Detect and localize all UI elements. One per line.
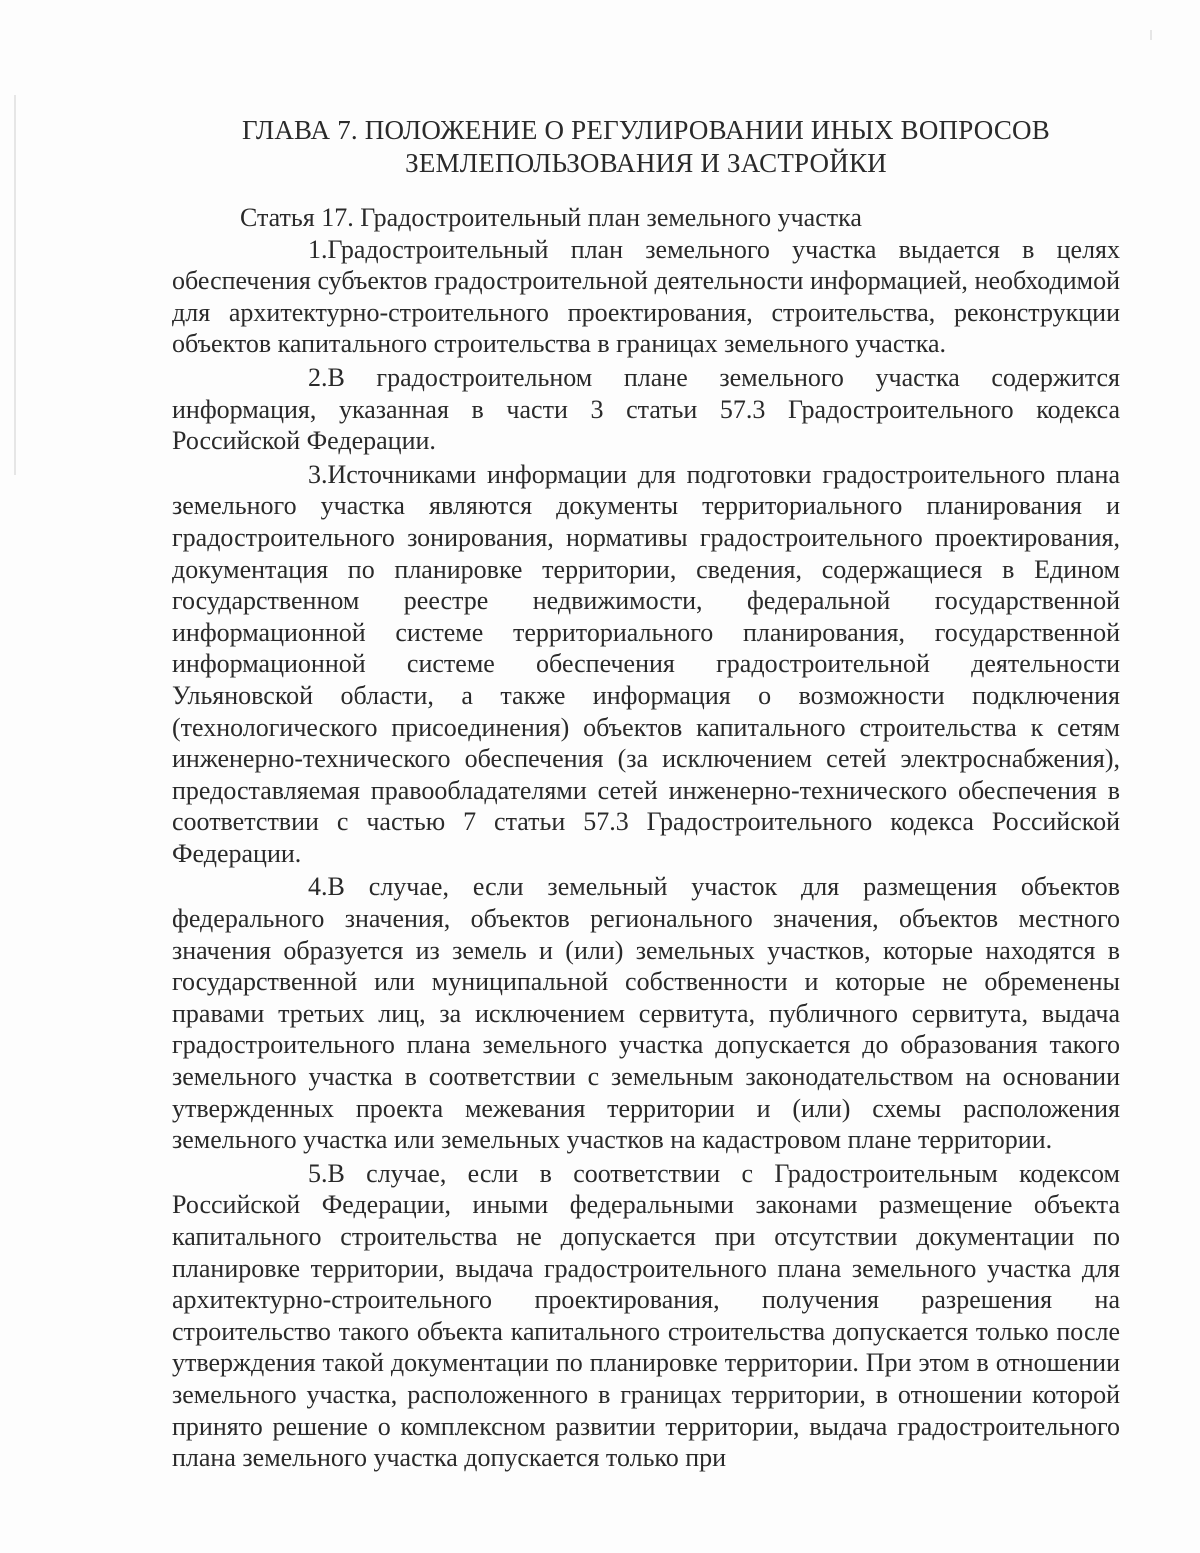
paragraph-number: 1. (308, 234, 328, 264)
paragraph-2 (172, 362, 1120, 457)
paragraph-text: В градостроительном плане земельного участка содержится информация, указанная в части 3 статьи 57.3 Градостроительного кодекса Российской Федерации. (172, 362, 1120, 456)
paragraph-1 (172, 234, 1120, 360)
chapter-title-line-2: ЗЕМЛЕПОЛЬЗОВАНИЯ И ЗАСТРОЙКИ (405, 148, 887, 178)
paragraph-5 (172, 1158, 1120, 1474)
paragraph-text: Источниками информации для подготовки градостроительного плана земельного участка являются документы территориального планирования и градостроительного зонирования, нормативы градостроительного проектирования, документация по планировке территории, сведения, содержащиеся в Едином государственном реестре недвижимости, федеральной государственной информационной системе территориального планирования, государственной информационной системе обеспечения градостроительной деятельности Ульяновской области, а также информация о возможности подключения (технологического присоединения) объектов капитального строительства к сетям инженерно-технического обеспечения (за исключением сетей электроснабжения), предоставляемая правообладателями сетей инженерно-технического обеспечения в соответствии с частью 7 статьи 57.3 Градостроительного кодекса Российской Федерации. (172, 459, 1120, 868)
paragraph-text: В случае, если в соответствии с Градостроительным кодексом Российской Федерации, иными федеральными законами размещение объекта капитального строительства не допускается при отсутствии документации по планировке территории, выдача градостроительного плана земельного участка для архитектурно-строительного проектирования, получения разрешения на строительство такого объекта капитального строительства допускается только после утверждения такой документации по планировке территории. При этом в отношении земельного участка, расположенного в границах территории, в отношении которой принято решение о комплексном развитии территории, выдача градостроительного плана земельного участка допускается только при (172, 1158, 1120, 1473)
chapter-title-line-1: ГЛАВА 7. ПОЛОЖЕНИЕ О РЕГУЛИРОВАНИИ ИНЫХ ВОПРОСОВ (242, 115, 1050, 145)
paragraph-number: 4. (308, 872, 328, 902)
paragraph-number: 5. (308, 1158, 328, 1188)
paragraph-text: Градостроительный план земельного участка выдается в целях обеспечения субъектов градостроительной деятельности информацией, необходимой для архитектурно-строительного проектирования, строительства, реконструкции объектов капитального строительства в границах земельного участка. (172, 234, 1120, 359)
scan-edge-mark (1150, 30, 1152, 40)
paragraph-text: В случае, если земельный участок для размещения объектов федерального значения, объектов регионального значения, объектов местного значения образуется из земель и (или) земельных участков, которые находятся в государственной или муниципальной собственности и которые не обременены правами третьих лиц, за исключением сервитута, публичного сервитута, выдача градостроительного плана земельного участка допускается до образования такого земельного участка в соответствии с земельным законодательством на основании утвержденных проекта межевания территории и (или) схемы расположения земельного участка или земельных участков на кадастровом плане территории. (172, 872, 1120, 1155)
paragraph-3 (172, 459, 1120, 870)
paragraph-number: 2. (308, 362, 328, 392)
paragraph-4 (172, 871, 1120, 1155)
paragraph-number: 3. (308, 459, 328, 489)
document-body (172, 110, 1120, 1476)
scan-edge-mark (14, 95, 16, 475)
chapter-title (172, 114, 1120, 180)
article-heading: Статья 17. Градостроительный план земельного участка (240, 203, 862, 232)
